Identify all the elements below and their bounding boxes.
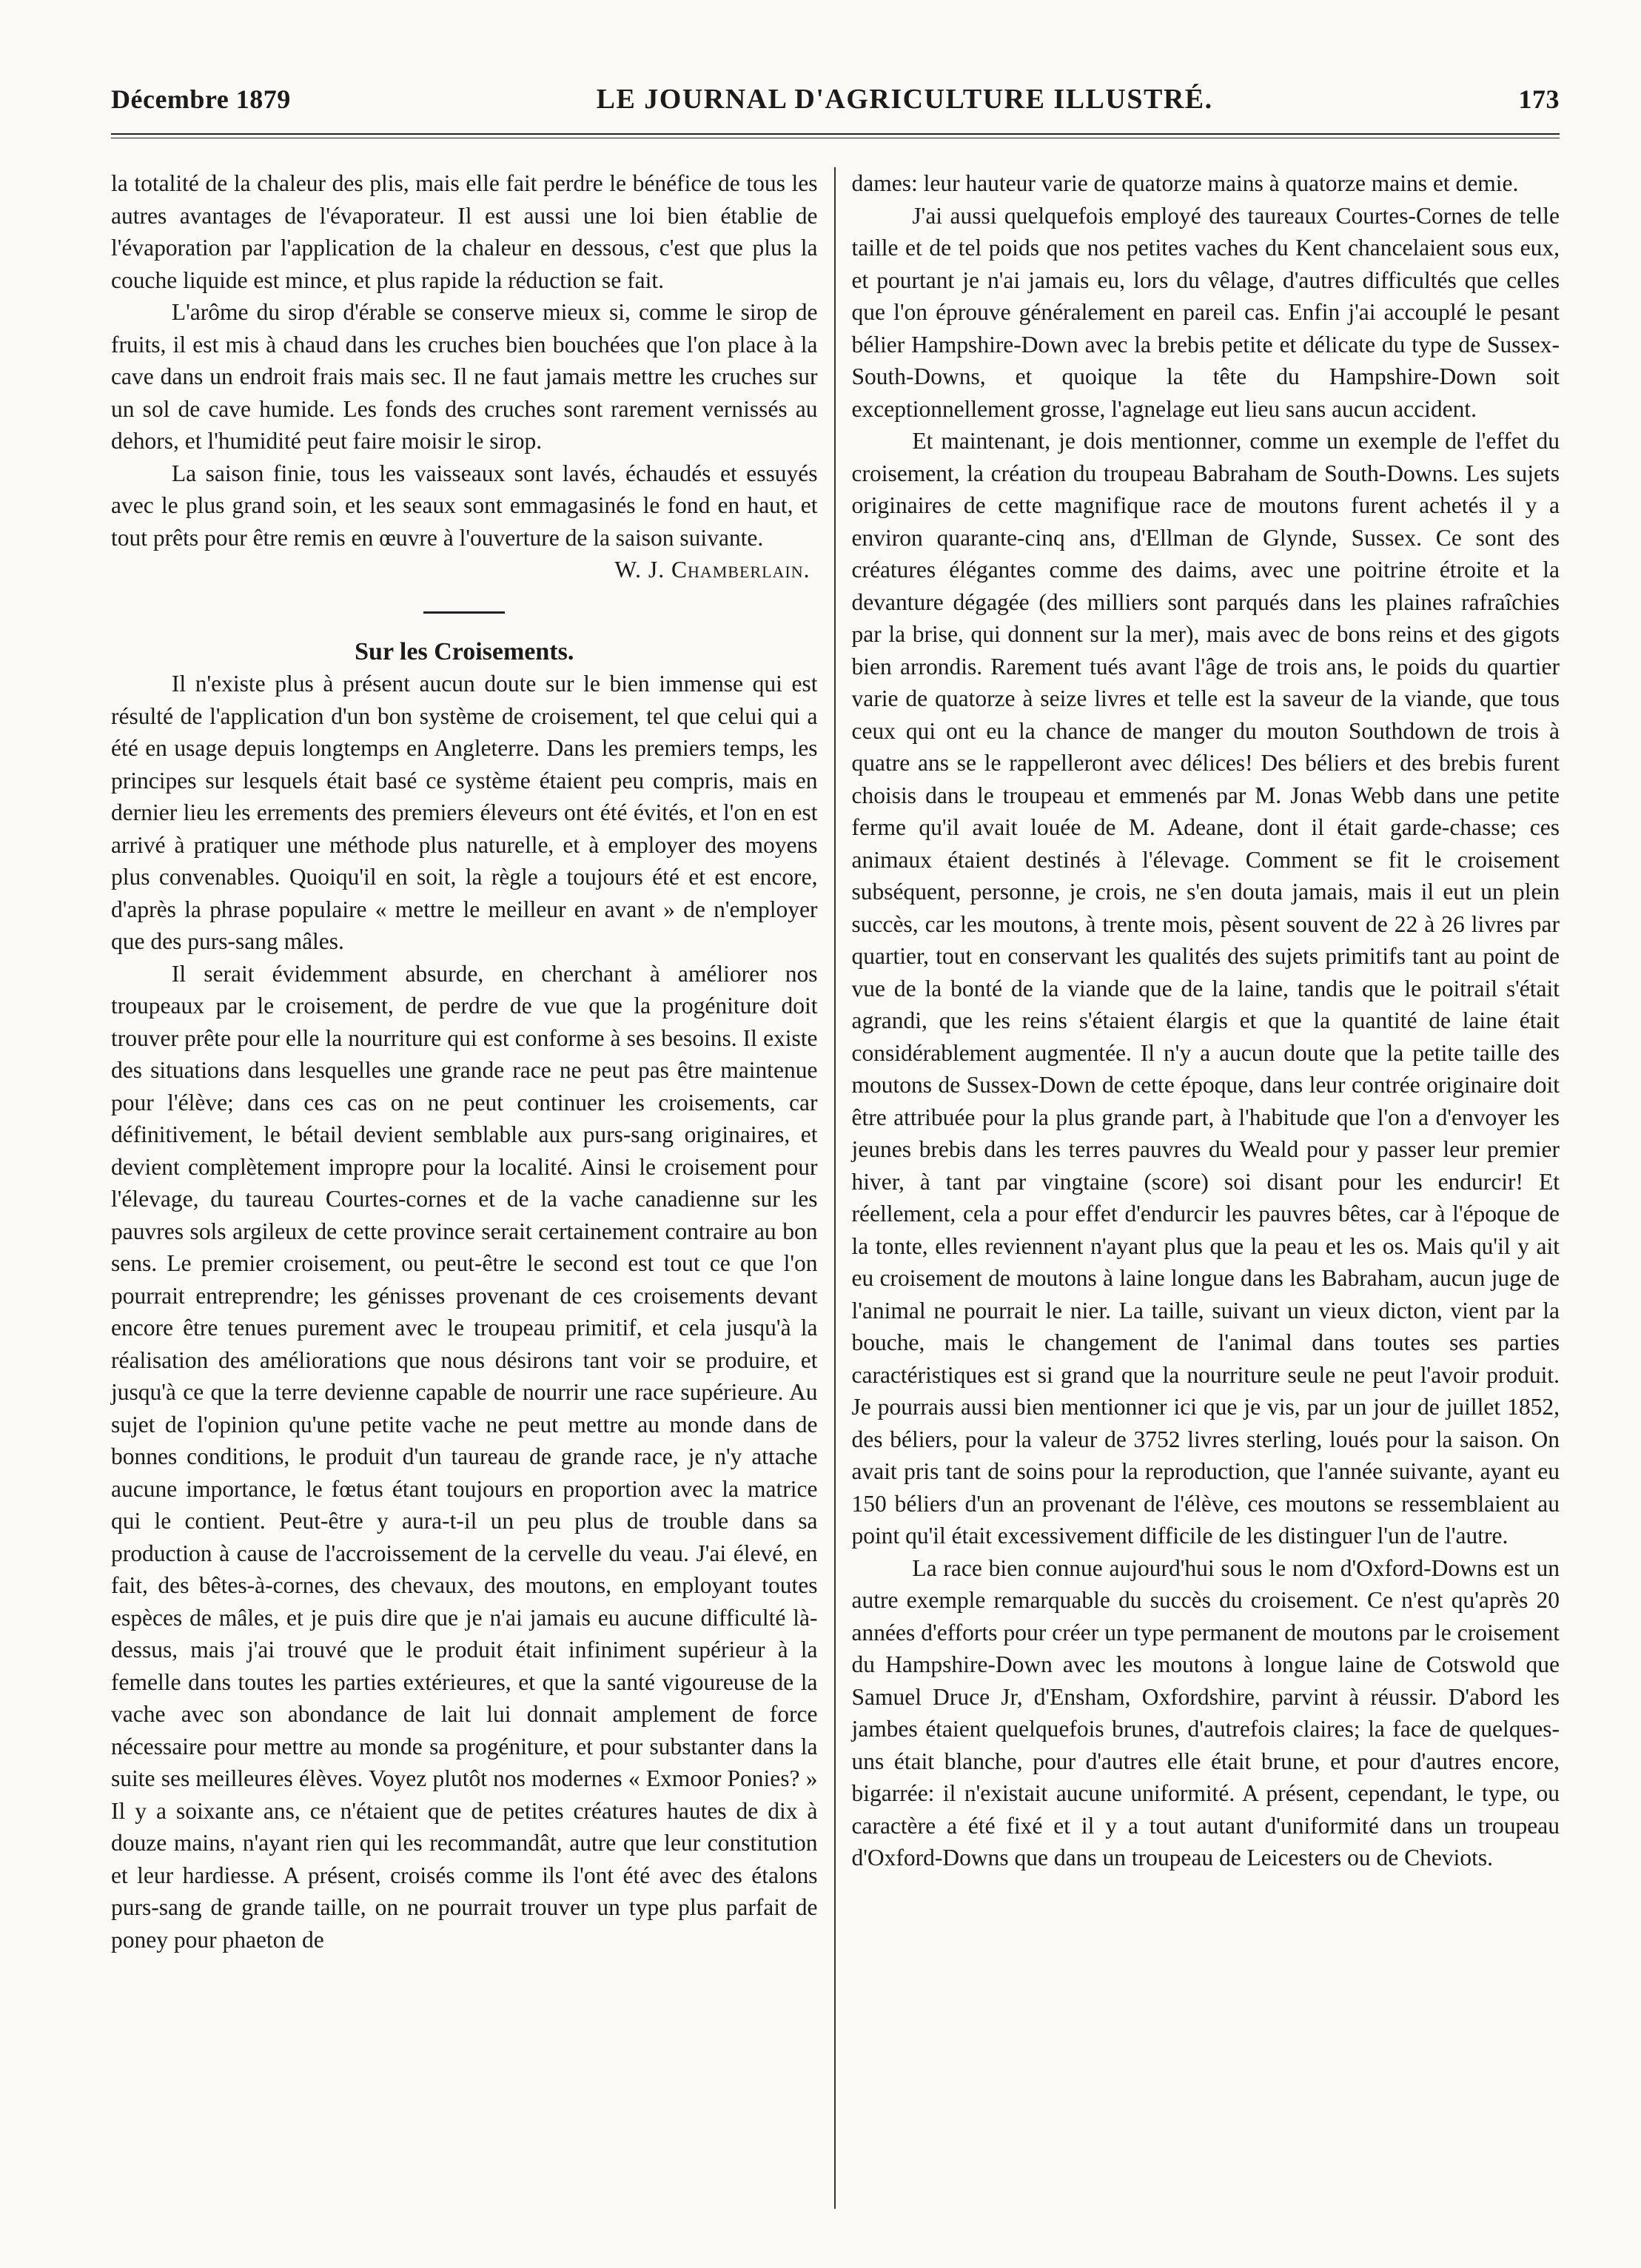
paragraph: Il n'existe plus à présent aucun doute sur le bien immense qui est résulté de l'application d'un bon système de croisement, tel que celui qui a été en usage depuis longtemps en Angleterre. Dans les premiers temps, les principes sur lesquels était basé ce système étaient peu compris, mais en dernier lieu les errements des premiers éleveurs ont été évités, et l'on en est arrivé à pratiquer une méthode plus naturelle, et à employer des moyens plus convenables. Quoiqu'il en soit, la règle a toujours été et est encore, d'après la phrase populaire « mettre le meilleur en avant » de n'employer que des purs-sang mâles. [111, 671, 818, 954]
right-column [836, 167, 1560, 2209]
paragraph: Il serait évidemment absurde, en cherchant à améliorer nos troupeaux par le croisement, de perdre de vue que la progéniture doit trouver prête pour elle la nourriture qui est conforme à ses besoins. Il existe des situations dans lesquelles une grande race ne peut pas être maintenue pour l'élève; dans ces cas on ne peut continuer les croisements, car définitivement, le bétail devient semblable aux purs-sang originaires, et devient complètement impropre pour la localité. Ainsi le croisement pour l'élevage, du taureau Courtes-cornes et de la vache canadienne sur les pauvres sols argileux de cette province serait certainement contraire au bon sens. Le premier croisement, ou peut-être le second est tout ce que l'on pourrait entreprendre; les génisses provenant de ces croisements devant encore être tenues purement avec le troupeau primitif, et cela jusqu'à la réalisation des améliorations que nous désirons tant voir se produire, et jusqu'à ce que la terre devienne capable de nourrir une race supérieure. Au sujet de l'opinion qu'une petite vache ne peut mettre au monde dans de bonnes conditions, le produit d'un taureau de grande race, je n'y attache aucune importance, le fœtus étant toujours en proportion avec la matrice qui le contient. Peut-être y aura-t-il un peu plus de trouble dans sa production à cause de l'accroissement de la cervelle du veau. J'ai élevé, en fait, des bêtes-à-cornes, des chevaux, des moutons, en employant toutes espèces de mâles, et je puis dire que je n'ai jamais eu aucune difficulté là-dessus, mais j'ai trouvé que le produit était infiniment supérieur à la femelle dans toutes les parties extérieures, et que la santé vigoureuse de la vache avec son abondance de lait lui donnait amplement de force nécessaire pour mettre au monde sa progéniture, et pour substanter dans la suite ses meilleures élèves. Voyez plutôt nos modernes « Exmoor Ponies? » Il y a soixante ans, ce n'étaient que de petites créatures hautes de dix à douze mains, n'ayant rien qui les recommandât, autre que leur constitution et leur hardiesse. A présent, croisés comme ils l'ont été avec des étalons purs-sang de grande taille, on ne pourrait trouver un type plus parfait de poney pour phaeton de [111, 960, 818, 1953]
paragraph: la totalité de la chaleur des plis, mais elle fait perdre le bénéfice de tous les autres avantages de l'évaporateur. Il est aussi une loi bien établie de l'évaporation par l'application de la chaleur en dessous, c'est que plus la couche liquide est mince, et plus rapide la réduction se fait. [111, 170, 818, 293]
section-divider [423, 611, 505, 614]
journal-title: LE JOURNAL D'AGRICULTURE ILLUSTRÉ. [596, 84, 1213, 115]
page-number: 173 [1518, 84, 1560, 114]
paragraph: L'arôme du sirop d'érable se conserve mieux si, comme le sirop de fruits, il est mis à chaud dans les cruches bien bouchées que l'on place à la cave dans un endroit frais mais sec. Il ne faut jamais mettre les cruches sur un sol de cave humide. Les fonds des cruches sont rarement vernissés au dehors, et l'humidité peut faire moisir le sirop. [111, 299, 818, 454]
author-signature: W. J. Chamberlain. [614, 557, 811, 583]
section-title: Sur les Croisements. [355, 637, 574, 665]
left-column [111, 167, 836, 2209]
paragraph: dames: leur hauteur varie de quatorze mains à quatorze mains et demie. [851, 170, 1519, 196]
paragraph: Et maintenant, je dois mentionner, comme un exemple de l'effet du croisement, la création du troupeau Babraham de South-Downs. Les sujets originaires de cette magnifique race de moutons furent achetés il y a environ quarante-cinq ans, d'Ellman de Glynde, Sussex. Ce sont des créatures élégantes comme des daims, avec une poitrine étroite et la devanture dégagée (des milliers sont parqués dans les plaines rafraîchies par la brise, qui donnent sur la mer), mais avec de bons reins et des gigots bien arrondis. Rarement tués avant l'âge de trois ans, le poids du quartier varie de quatorze à seize livres et telle est la saveur de la viande, que tous ceux qui ont eu la chance de manger du mouton Southdown de trois à quatre ans se le rappelleront avec délices! Des béliers et des brebis furent choisis dans le troupeau et emmenés par M. Jonas Webb dans une petite ferme qu'il avait louée de M. Adeane, dont il était garde-chasse; ces animaux étaient destinés à l'élevage. Comment se fit le croisement subséquent, personne, je crois, ne s'en douta jamais, mais il eut un plein succès, car les moutons, à trente mois, pèsent souvent de 22 à 26 livres par quartier, tout en conservant les qualités des sujets primitifs tant au point de vue de la bonté de la viande que de la laine, tandis que le poitrail s'était agrandi, que les reins s'étaient élargis et que la quantité de laine était considérablement augmentée. Il n'y a aucun doute que la petite taille des moutons de Sussex-Down de cette époque, dans leur contrée originaire doit être attribuée pour la plus grande part, à l'habitude que l'on a d'envoyer les jeunes brebis dans les terres pauvres du Weald pour y passer leur premier hiver, à tant par vingtaine (score) soi disant pour les endurcir! Et réellement, cela a pour effet d'endurcir les pauvres bêtes, car à l'époque de la tonte, elles reviennent n'ayant plus que la peau et les os. Mais qu'il y ait eu croisement de moutons à laine longue dans les Babraham, aucun juge de l'animal ne pourrait le nier. La taille, suivant un vieux dicton, vient par la bouche, mais le changement de l'animal dans toutes ses parties caractéristiques est si grand que la nourriture seule ne peut l'avoir produit. Je pourrais aussi bien mentionner ici que je vis, par un jour de juillet 1852, des béliers, pour la valeur de 3752 livres sterling, loués pour la saison. On avait pris tant de soins pour la reproduction, que l'année suivante, ayant eu 150 béliers d'un an provenant de l'élève, ces moutons se ressemblaient au point qu'il était excessivement difficile de les distinguer l'un de l'autre. [851, 428, 1560, 1549]
page-header [111, 83, 1560, 120]
header-rule [111, 133, 1560, 135]
header-date: Décembre 1879 [111, 84, 291, 114]
text-columns [111, 167, 1560, 2209]
paragraph: La race bien connue aujourd'hui sous le nom d'Oxford-Downs est un autre exemple remarquable du succès du croisement. Ce n'est qu'après 20 années d'efforts pour créer un type permanent de moutons par le croisement du Hampshire-Down avec les moutons à longue laine de Cotswold que Samuel Druce Jr, d'Ensham, Oxfordshire, parvint à réussir. D'abord les jambes étaient quelquefois brunes, d'autrefois claires; la face de quelques-uns était blanche, pour d'autres elle était brune, et pour d'autres encore, bigarrée: il n'existait aucune uniformité. A présent, cependant, le type, ou caractère a été fixé et il y a tout autant d'uniformité dans un troupeau d'Oxford-Downs que dans un troupeau de Leicesters ou de Cheviots. [851, 1554, 1560, 1871]
paragraph: J'ai aussi quelquefois employé des taureaux Courtes-Cornes de telle taille et de tel poids que nos petites vaches du Kent chancelaient sous eux, et pourtant je n'ai jamais eu, lors du vêlage, d'autres difficultés que celles que l'on éprouve généralement en pareil cas. Enfin j'ai accouplé le pesant bélier Hampshire-Down avec la brebis petite et délicate du type de Sussex-South-Downs, et quoique la tête du Hampshire-Down soit exceptionnellement grosse, l'agnelage eut lieu sans aucun accident. [851, 202, 1560, 422]
paragraph: La saison finie, tous les vaisseaux sont lavés, échaudés et essuyés avec le plus grand soin, et les seaux sont emmagasinés le fond en haut, et tout prêts pour être remis en œuvre à l'ouverture de la saison suivante. [111, 460, 818, 551]
